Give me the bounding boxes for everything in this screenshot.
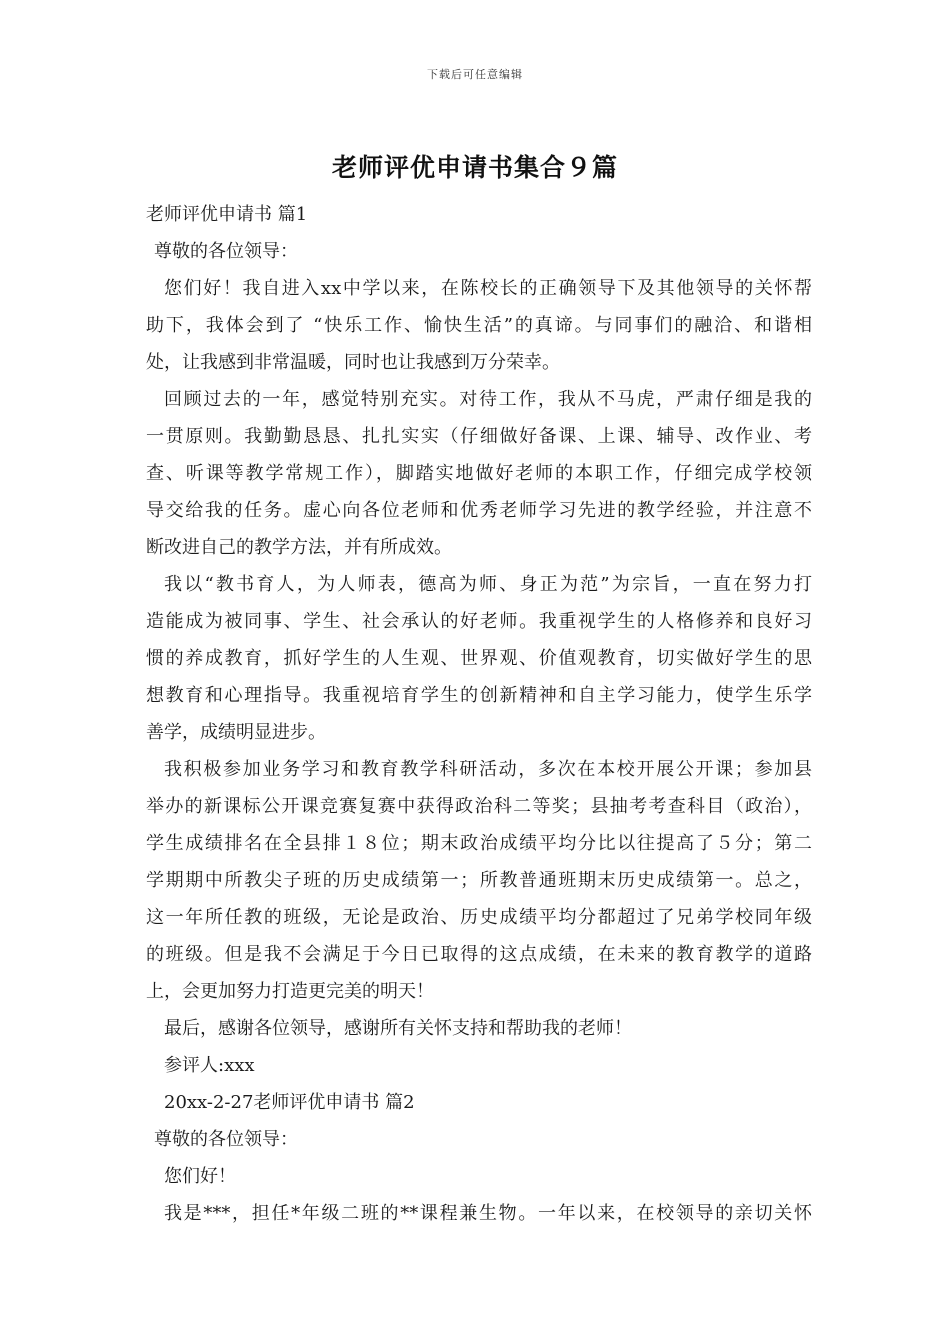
text-line: 您们好！ bbox=[164, 1166, 236, 1187]
text-line: 处，让我感到非常温暖，同时也让我感到万分荣幸。 bbox=[146, 352, 560, 373]
text-line: 这一年所任教的班级，无论是政治、历史成绩平均分都超过了兄弟学校同年级 bbox=[146, 907, 812, 928]
text-line: 参评人:xxx bbox=[164, 1055, 255, 1076]
text-line: 尊敬的各位领导： bbox=[154, 241, 298, 262]
text-line: 导交给我的任务。虚心向各位老师和优秀老师学习先进的教学经验，并注意不 bbox=[146, 500, 812, 521]
text-line: 助下，我体会到了 “快乐工作、愉快生活”的真谛。与同事们的融洽、和谐相 bbox=[146, 315, 812, 336]
document-body bbox=[146, 196, 812, 1232]
text-line: 最后，感谢各位领导，感谢所有关怀支持和帮助我的老师！ bbox=[164, 1018, 632, 1039]
text-line: 学期期中所教尖子班的历史成绩第一；所教普通班期末历史成绩第一。总之， bbox=[146, 870, 812, 891]
text-line: 的班级。但是我不会满足于今日已取得的这点成绩，在未来的教育教学的道路 bbox=[146, 944, 812, 965]
text-line: 善学，成绩明显进步。 bbox=[146, 722, 326, 743]
document-title: 老师评优申请书集合９篇 bbox=[331, 153, 618, 182]
text-line: 一贯原则。我勤勤恳恳、扎扎实实（仔细做好备课、上课、辅导、改作业、考 bbox=[146, 426, 812, 447]
text-line: 学生成绩排名在全县排１８位；期末政治成绩平均分比以往提高了５分；第二 bbox=[146, 833, 812, 854]
text-line: 断改进自己的教学方法，并有所成效。 bbox=[146, 537, 452, 558]
text-line: 我积极参加业务学习和教育教学科研活动，多次在本校开展公开课；参加县 bbox=[164, 759, 812, 780]
text-line: 我以“教书育人，为人师表，德高为师、身正为范”为宗旨，一直在努力打 bbox=[164, 574, 812, 595]
text-line: 造能成为被同事、学生、社会承认的好老师。我重视学生的人格修养和良好习 bbox=[146, 611, 812, 632]
header-note: 下载后可任意编辑 bbox=[427, 68, 523, 81]
text-line: 想教育和心理指导。我重视培育学生的创新精神和自主学习能力，使学生乐学 bbox=[146, 685, 812, 706]
text-line: 您们好！我自进入xx中学以来，在陈校长的正确领导下及其他领导的关怀帮 bbox=[164, 278, 812, 299]
text-line: 上，会更加努力打造更完美的明天！ bbox=[146, 981, 434, 1002]
text-line: 举办的新课标公开课竞赛复赛中获得政治科二等奖；县抽考考查科目（政治）， bbox=[146, 796, 812, 817]
text-line: 尊敬的各位领导： bbox=[154, 1129, 298, 1150]
text-line: 老师评优申请书 篇1 bbox=[146, 204, 308, 225]
text-line: 我是***，担任*年级二班的**课程兼生物。一年以来，在校领导的亲切关怀 bbox=[164, 1203, 812, 1224]
text-line: 回顾过去的一年，感觉特别充实。对待工作，我从不马虎，严肃仔细是我的 bbox=[164, 389, 812, 410]
text-line: 查、听课等教学常规工作），脚踏实地做好老师的本职工作，仔细完成学校领 bbox=[146, 463, 812, 484]
text-line: 20xx-2-27老师评优申请书 篇2 bbox=[164, 1092, 415, 1113]
text-line: 惯的养成教育，抓好学生的人生观、世界观、价值观教育，切实做好学生的思 bbox=[146, 648, 812, 669]
